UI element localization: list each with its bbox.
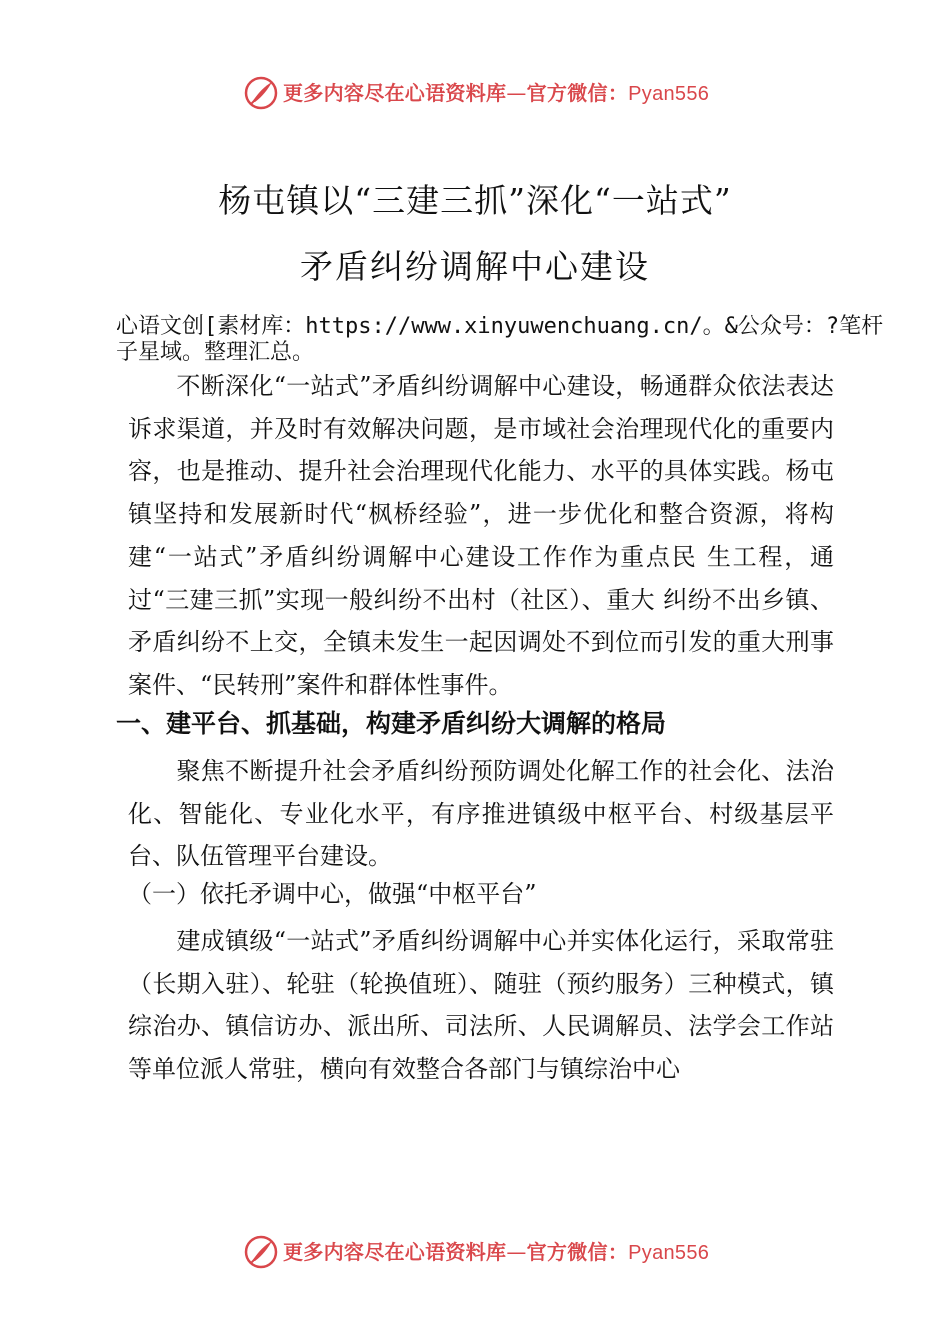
subsection-heading-1: （一）依托矛调中心，做强“中枢平台” [128,880,537,908]
watermark-separator: — [506,1240,527,1264]
body-paragraph-2 [128,750,834,878]
top-watermark-banner [0,73,950,113]
watermark-title: 更多内容尽在心语资料库 [283,1240,507,1264]
watermark-text [283,1239,709,1266]
watermark-contact-label: 官方微信： [526,81,629,105]
paragraph-3-text: 建成镇级“一站式”矛盾纠纷调解中心并实体化运行，采取常驻（长期入驻）、轮驻（轮换值班）、随驻（预约服务）三种模式，镇综治办、镇信访办、派出所、司法所、人民调解员、法学会工作站等单位派人常驻，横向有效整合各部门与镇综治中心 [128,927,834,1084]
section-heading-1: 一、建平台、抓基础，构建矛盾纠纷大调解的格局 [116,709,667,738]
feather-logo-icon [243,75,279,111]
feather-logo-icon [243,1234,279,1270]
source-note: 心语文创[素材库：https://www.xinyuwenchuang.cn/。&公众号：?笔杆子星域。整理汇总。 [116,314,884,365]
watermark-contact-id: Pyan556 [628,1242,710,1264]
watermark-contact-label: 官方微信： [526,1240,629,1264]
paragraph-1-text: 不断深化“一站式”矛盾纠纷调解中心建设，畅通群众依法表达诉求渠道，并及时有效解决问题，是市域社会治理现代化的重要内容，也是推动、提升社会治理现代化能力、水平的具体实践。杨屯镇坚持和发展新时代“枫桥经验”，进一步优化和整合资源，将构建“一站式”矛盾纠纷调解中心建设工作作为重点民 生工程，通过“三建三抓”实现一般纠纷不出村（社区）、重大 纠纷不出乡镇、矛盾纠纷不上交，全镇未发生一起因调处不到位而引发的重大刑事案件、“民转刑”案件和群体性事件。 [128,372,834,699]
body-paragraph-1 [128,365,834,707]
body-paragraph-3 [128,920,834,1091]
paragraph-2-text: 聚焦不断提升社会矛盾纠纷预防调处化解工作的社会化、法治化、智能化、专业化水平，有序推进镇级中枢平台、村级基层平台、队伍管理平台建设。 [128,757,834,871]
watermark-text [283,80,709,107]
watermark-separator: — [506,81,527,105]
watermark-contact-id: Pyan556 [628,83,710,105]
document-title-line1: 杨屯镇以“三建三抓”深化“一站式” [218,181,732,220]
watermark-title: 更多内容尽在心语资料库 [283,81,507,105]
document-title-line2: 矛盾纠纷调解中心建设 [300,247,650,286]
bottom-watermark-banner [0,1232,950,1272]
